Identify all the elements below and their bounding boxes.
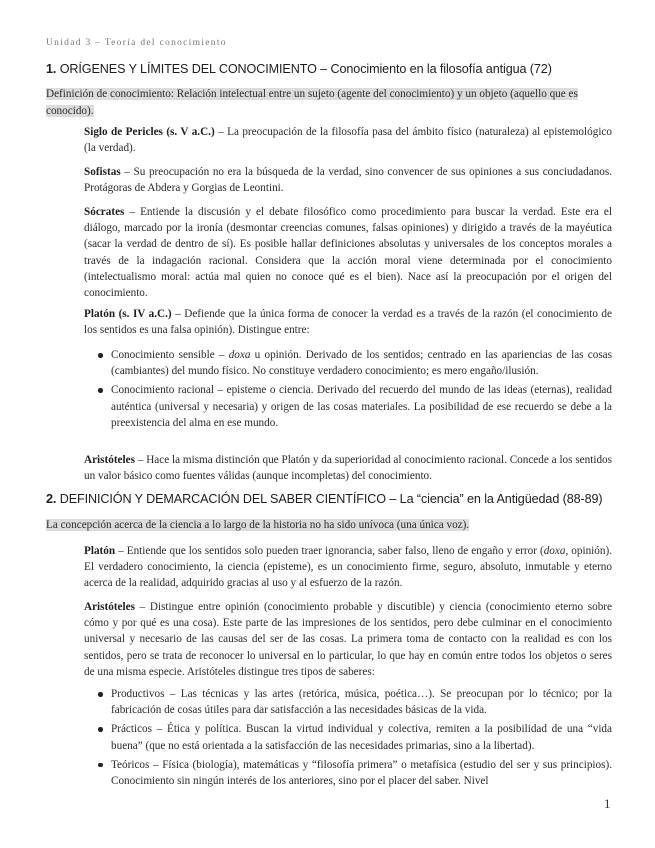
list-item — [104, 382, 612, 431]
definition-text-1: Definición de conocimiento: Relación intelectual entre un sujeto (agente del conocimiento) y un objeto (aquello que es conocido). — [46, 88, 578, 117]
bullet-icon — [98, 353, 103, 358]
saberes-list — [104, 686, 612, 792]
definition-box-2 — [46, 517, 612, 534]
term-aristoteles-1: Aristóteles — [84, 454, 135, 466]
term-sofistas: Sofistas — [84, 166, 121, 178]
bullet-icon — [98, 388, 103, 393]
section-1-number: 1. — [46, 62, 57, 76]
bullet-text: Productivos – Las técnicas y las artes (retórica, música, poética…). Se preocupan por lo técnico; por la fabricación de cosas útiles para dar satisfacción a las necesidades básicas de la vida. — [111, 688, 612, 717]
definition-box-1 — [46, 86, 612, 119]
term-aristoteles-2: Aristóteles — [84, 601, 135, 613]
paragraph-aristoteles-1 — [84, 452, 612, 484]
text-pericles: – La preocupación de la filosofía pasa del ámbito físico (naturaleza) al epistemológico (la verdad). — [84, 126, 612, 155]
text-sofistas: – Su preocupación no era la búsqueda de la verdad, sino convencer de sus opiniones a sus conciudadanos. Protágoras de Abdera y Gorgias de Leontini. — [84, 166, 612, 195]
page-number: 1 — [604, 796, 611, 811]
bullet-icon — [98, 763, 103, 768]
bullet-emphasis: doxa — [228, 349, 251, 361]
list-item — [104, 757, 612, 789]
section-1-heading — [46, 62, 612, 76]
bullet-text: Prácticos – Ética y política. Buscan la virtud individual y colectiva, remiten a la posibilidad de una “vida buena” (que no está orientada a la satisfacción de las necesidades primarias, sino a la libertad). — [111, 723, 612, 752]
term-pericles: Siglo de Pericles (s. V a.C.) — [84, 126, 215, 138]
section-2-title: DEFINICIÓN Y DEMARCACIÓN DEL SABER CIENTÍFICO — [59, 492, 386, 506]
text-aristoteles-1: – Hace la misma distinción que Platón y da superioridad al conocimiento racional. Concede a los sentidos un valor básico como fuentes válidas (aunque incompletas) del conocimiento. — [84, 454, 612, 483]
paragraph-socrates — [84, 204, 612, 301]
section-2-number: 2. — [46, 492, 57, 506]
paragraph-aristoteles-2 — [84, 599, 612, 680]
running-head: Unidad 3 – Teoría del conocimiento — [46, 38, 227, 48]
definition-text-2: La concepción acerca de la ciencia a lo largo de la historia no ha sido unívoca (una única voz). — [46, 519, 470, 531]
text-socrates: – Entiende la discusión y el debate filosófico como procedimiento para buscar la verdad. Este era el diálogo, marcado por la ironía (desmontar creencias comunes, falsas opiniones) y dirigido a través de la mayéutica (sacar la verdad de dentro de sí). Es posible hallar definiciones absolutas y universales de los conceptos morales a través de la indagación racional. Considera que la acción moral viene determinada por el conocimiento (intelectualismo moral: actúa mal quien no conoce qué es el bien). Nace así la preocupación por el origen del conocimiento. — [84, 206, 612, 300]
bullet-icon — [98, 692, 103, 697]
list-item — [104, 347, 612, 379]
bullet-icon — [98, 727, 103, 732]
paragraph-sofistas — [84, 164, 612, 196]
text-aristoteles-2: – Distingue entre opinión (conocimiento probable y discutible) y ciencia (conocimiento eterno sobre cómo y por qué es una cosa). Este parte de las impresiones de los sentidos, pero debe culminar en el conocimiento universal y necesario de las causas del ser de las cosas. La primera toma de contacto con la realidad es con los sentidos, pero se trata de reconocer lo universal en lo particular, lo que hay en común entre todos los objetos o seres de una misma especie. Aristóteles distingue tres tipos de saberes: — [84, 601, 612, 678]
section-1-subtitle: – Conocimiento en la filosofía antigua (72) — [316, 62, 552, 76]
platon-knowledge-list — [104, 347, 612, 434]
bullet-text: u opinión. Derivado de los sentidos; centrado en las apariencias de las cosas (cambiantes) del mundo físico. No constituye verdadero conocimiento; es mero engaño/ilusión. — [111, 349, 612, 378]
term-socrates: Sócrates — [84, 206, 125, 218]
section-2-subtitle: – La “ciencia” en la Antigüedad (88-89) — [385, 492, 603, 506]
text-platon-2-rest: , opinión). El verdadero conocimiento, la ciencia (episteme), es un conocimiento firme, seguro, absoluto, inmutable y eterno acerca de la realidad, adquirido gracias al uso y al esfuerzo de la razón. — [84, 545, 612, 590]
list-item — [104, 721, 612, 753]
term-platon-2: Platón — [84, 545, 116, 557]
section-1-title: ORÍGENES Y LÍMITES DEL CONOCIMIENTO — [59, 62, 317, 76]
text-platon-2: – Entiende que los sentidos solo pueden traer ignorancia, saber falso, lleno de engaño y error ( — [115, 545, 544, 557]
bullet-text: Conocimiento racional – episteme o ciencia. Derivado del recuerdo del mundo de las ideas (eternas), realidad auténtica (universal y necesaria) y origen de las cosas materiales. La posibilidad de ese recuerdo se debe a la preexistencia del alma en ese mundo. — [111, 384, 612, 429]
list-item — [104, 686, 612, 718]
bullet-text: Teóricos – Física (biología), matemáticas y “filosofía primera” o metafísica (estudio del ser y sus principios). Conocimiento sin ningún interés de los anteriores, sino por el placer del saber. Nivel — [111, 758, 612, 788]
section-2-heading — [46, 492, 612, 506]
paragraph-platon-2 — [84, 543, 612, 592]
paragraph-pericles — [84, 124, 612, 156]
bullet-text: Conocimiento sensible – — [111, 349, 229, 361]
text-platon-1: – Defiende que la única forma de conocer la verdad es a través de la razón (el conocimiento de los sentidos es una falsa opinión). Distingue entre: — [84, 308, 612, 337]
emphasis-doxa: doxa — [543, 545, 566, 557]
term-platon-1: Platón (s. IV a.C.) — [84, 308, 172, 320]
paragraph-platon-1 — [84, 306, 612, 338]
